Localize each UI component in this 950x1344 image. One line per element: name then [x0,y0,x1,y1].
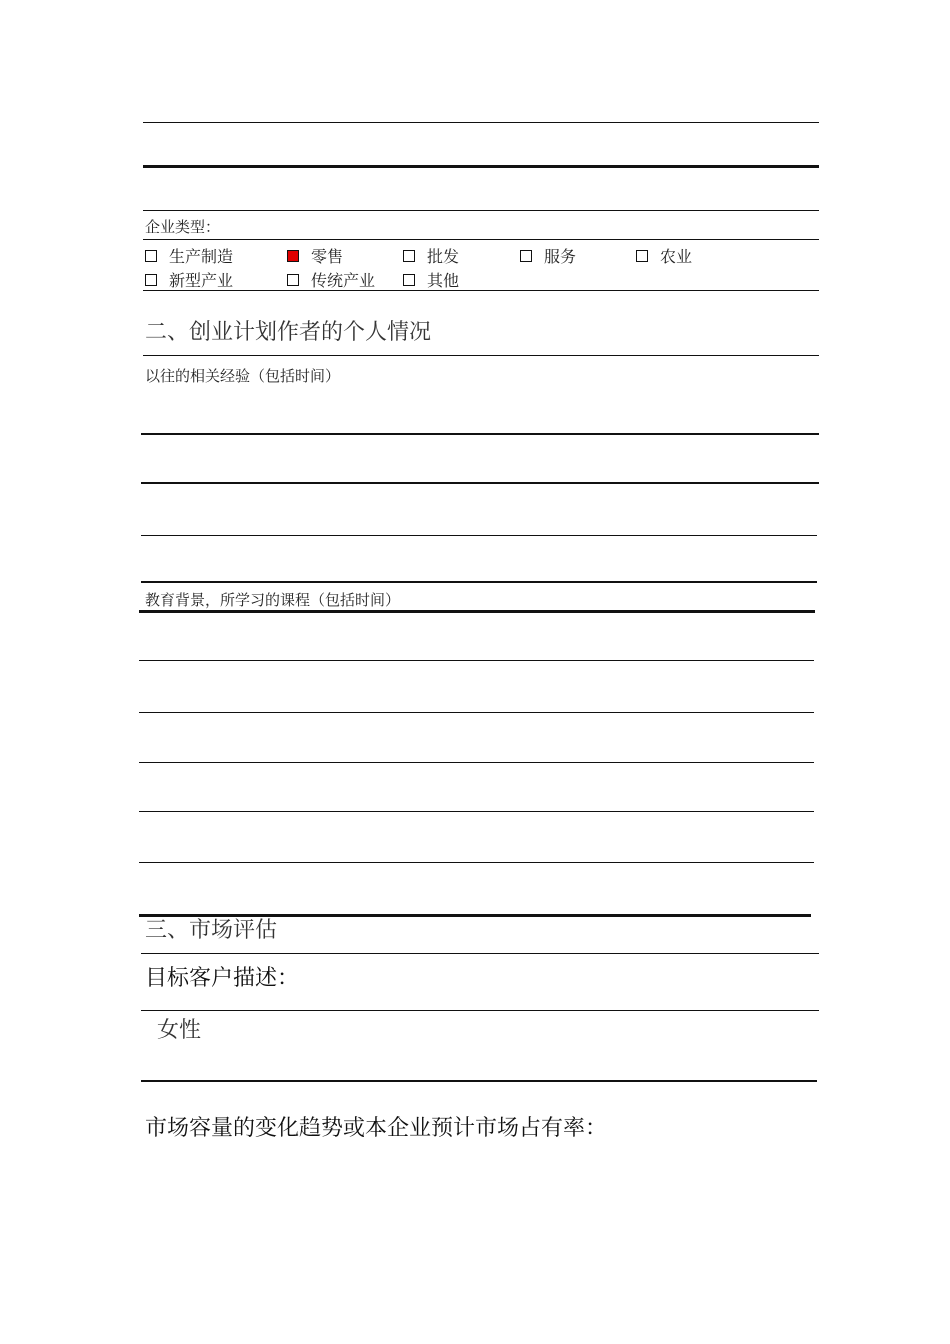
option-label: 生产制造 [169,247,234,266]
form-line [143,290,819,291]
form-line [141,482,819,484]
option-label: 传统产业 [311,271,376,290]
form-line [141,581,817,583]
section2-title: 二、创业计划作者的个人情况 [145,320,432,345]
education-label: 教育背景，所学习的课程（包括时间） [145,591,401,609]
form-line [141,535,817,536]
option-wholesale[interactable] [403,244,459,267]
form-line [141,433,819,435]
option-label: 零售 [311,247,344,266]
market-capacity-label: 市场容量的变化趋势或本企业预计市场占有率： [145,1116,608,1141]
target-customer-label: 目标客户描述： [145,966,300,991]
option-label: 其他 [427,271,460,290]
form-line [143,122,819,123]
target-customer-value: 女性 [157,1018,202,1043]
form-line [139,862,814,863]
section3-title: 三、市场评估 [145,918,278,943]
checkbox-service[interactable] [520,250,532,262]
experience-label: 以往的相关经验（包括时间） [145,367,341,385]
form-line [139,914,811,917]
form-line [143,239,819,240]
checkbox-traditional-industry[interactable] [287,274,299,286]
option-retail[interactable] [287,244,343,267]
form-line [139,660,814,661]
form-line [139,610,815,613]
form-line [141,953,819,954]
checkbox-retail[interactable] [287,250,299,262]
option-other[interactable] [403,268,459,291]
option-label: 批发 [427,247,460,266]
form-line [143,210,819,211]
option-traditional-industry[interactable] [287,268,375,291]
option-service[interactable] [520,244,576,267]
form-line [139,811,814,812]
option-label: 服务 [544,247,577,266]
option-label: 新型产业 [169,271,234,290]
option-label: 农业 [660,247,693,266]
checkbox-wholesale[interactable] [403,250,415,262]
checkbox-manufacturing[interactable] [145,250,157,262]
form-line [143,355,819,356]
form-line [141,1080,817,1082]
checkbox-agriculture[interactable] [636,250,648,262]
enterprise-type-label: 企业类型： [145,218,221,236]
checkbox-new-industry[interactable] [145,274,157,286]
option-manufacturing[interactable] [145,244,233,267]
option-new-industry[interactable] [145,268,233,291]
checkbox-other[interactable] [403,274,415,286]
option-agriculture[interactable] [636,244,692,267]
form-line [139,762,814,763]
form-line [141,1010,819,1011]
form-line [139,712,814,713]
form-line [143,165,819,168]
